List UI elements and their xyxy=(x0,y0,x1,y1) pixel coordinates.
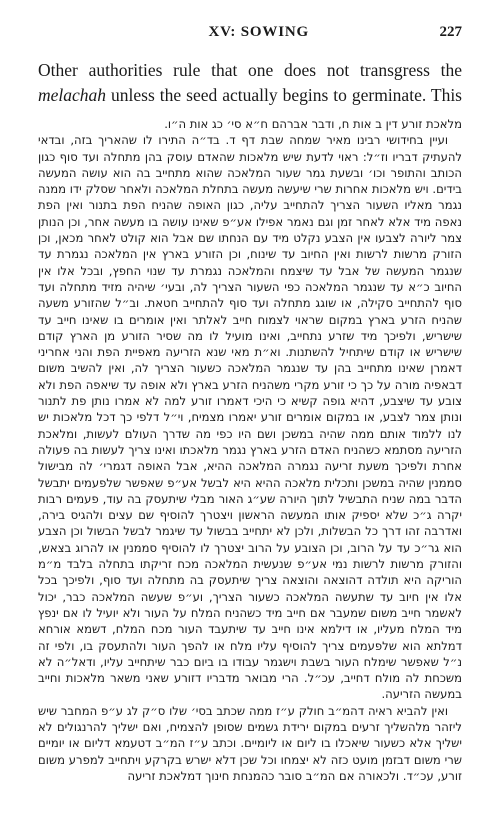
footnote-paragraph-1: מלאכת זורע דין ב אות ח, ודבר אברהם ח״א סי׳ כג אות ה״ו. xyxy=(164,117,462,131)
footnote-paragraph-2: ועיין בחידושי רבינו מאיר שמחה שבת דף ד. בד״ה התירו לו שהאריך בזה, ובדאי להעתיק דבריו וז״ל: ראוי לדעת שיש מלאכות שהאדם עוסק בהן מתחלה ועד סוף כגון הכותב והתופר וכו׳ ובשעת גמר שעור המלאכה שהוא מתחייב בה הוא עושה המעשה בידים. ויש מלאכות אחרות שרי שיעשה מעשה בתחלת המלאכה ולאחר שסלק ידו ממנה נגמר מאליו השעור הצריך להתחייב עליה, כגון האופה שהניח הפת בתנור ואין הפת נאפה מיד אלא לאחר זמן וגם נאמר אפילו אע״פ שאינו עושה בו מעשה אחר, וכן הנותן צמר ליורה לצבעו אין הצבע נקלט מיד עם הנחתו שם אבל הוא קולט לאחר מכאן, וכן הזורק מרשות לרשות ואין החיוב עד שינוח, וכן הזורע בארץ אין המלאכה נגמרת עד שנגמר המעשה של אבל עד שיצמח והמלאכה נגמרת עד שנוי החפץ, ובכל אלו אין החיוב כ״א עד שנגמר המלאכה כפי השעור הצריך לה, ובעי׳ שיהיה מזיד מתחלה ועד סוף להתחייב סקילה, או שוגג מתחלה ועד סוף להתחייב חטאת. וב״ל שהזורע משעה שהניח הזרע בארץ במקום שראוי לצמוח חייב לאלתר ואין אומרים בו שאינו חייב עד שישריש, ולפיכך מיד שזרע נתחייב, ואינו מועיל לו מה שסיר הזורע מן הארץ קודם שישריש או קודם שיתחיל להשתנות. וא״ת מאי שנא הזריעה מאפיית הפת והני אחריני דאמרן שאינו מתחייב בהן עד שנגמר המלאכה כשעור הצריך לה, ואין להשיב משום דבאפיה מורה על כך כי זורע מקרי משהניח הזרע בארץ ולא אופה עד שיאפה הפת ולא צובע עד שיצבע, דהיא גופה קשיא כי היכי דאמרו זורע למה לא אמרו נותן פת לתנור ונותן צמר לצבע, או במקום אומרים זורע יאמרו מצמיח, וי״ל דלפי כך דכל מלאכות יש לנו ללמוד אותם ממה שהיה במשכן ושם היו כפי מה שדרך העולם לעשות, ומלאכת הזריעה מסתמא כשהניח האדם הזרע בארץ נגמר מלאכתו ואינו צריך לעשות בה פעולה אחרת ולפיכך משעת זריעה נגמרה המלאכה ההיא, אבל האופה דגמרי׳ לה מבישול סממנין שהיה במשכן ותכלית מלאכה ההיא היא לבשל אע״פ שאפשר שלפעמים יתבשל הדבר במה שניח התבשיל לתוך היורה שע״ג האור מבלי שיתעסק בה עוד, פעמים רבות יקרה ג״כ שלא יספיק אותו המעשה הראשון ויצטרך להוסיף שם עצים ולהגיס בירה, ואדרבה זהו דרך כל הבשלות, ולכן לא יתחייב בבשול עד שיגמר לבשל הבשול וכן הצבע הוא גר״כ עד על הרוב, וכן הצובע על הרוב יצטרך לו להוסיף סממנין או להרוג בצאש, והזורק מרשות לרשות נמי אע״פ שנעשית המלאכה מכח זריקתו בתחלה בלבד מ״מ הוריקה היא תולדה דהוצאה והוצאה צריך שיתעסק בה מתחלה ועד סוף, ולפיכך בכל אלו אין חיוב עד שתעשה המלאכה כשעור הצריך, וע״פ שעשה המלאכה כבר, יכול לאשמר חייב משום שמעבר אם חייב מיד כשהניח המלח על העור ולא יועיל לו אם ינפץ מיד המלח מעליו, או דילמא אינו חייב עד שיתעבד העור מכח המלח, דשמא אורחא דמלתא הוא שלפעמים צריך להוסיף עליו מלח או להפך העור ולהתעסק בו, ולפי זה נ״ל שאפשר שימלח העור בשבת וישגמר עבודו בו ביום כבר שיתחייב עליו, ודאל״ה לא משכחת לה מולח דחייב, עכ״ל. הרי מבואר מדבריו דזורע שאני משאר מלאכות וחייב במעשה הזריעה. xyxy=(38,133,462,702)
hebrew-footnote xyxy=(38,116,462,784)
main-text xyxy=(38,58,462,108)
main-paragraph xyxy=(38,58,462,108)
footnote-paragraph-3: ואין להביא ראיה דהמ״ב חולק ע״ז ממה שכתב בסי׳ שלו ס״ק לג ע״פ המחבר שיש ליזהר מלהשליך זרעים במקום ירידת גשמים שסופן להצמיח, ואם ישליך להרנגולים לא ישליך אלא כשעור שיאכלו בו ליום או ליומיים. וכתב ע״ז המ״ב דטעמא דליום או יומיים שרי משום דבזמן מועט כזה לא יצמחו וכל שכן דלא ישרש בקרקע ויתחייב למפרע משום זורע, עכ״ד. ולכאורה אם המ״ב סובר כהמנחת חינוך דמלאכת זריעה xyxy=(38,703,462,783)
main-text-italic-term: melachah xyxy=(38,85,107,105)
page-number: 227 xyxy=(439,23,462,40)
main-text-start: Other authorities rule that one does not transgress the xyxy=(38,60,462,80)
chapter-title: XV: SOWING xyxy=(208,23,309,40)
page-header xyxy=(54,20,462,44)
main-text-end: unless the seed actually begins to germinate. This xyxy=(106,85,462,105)
